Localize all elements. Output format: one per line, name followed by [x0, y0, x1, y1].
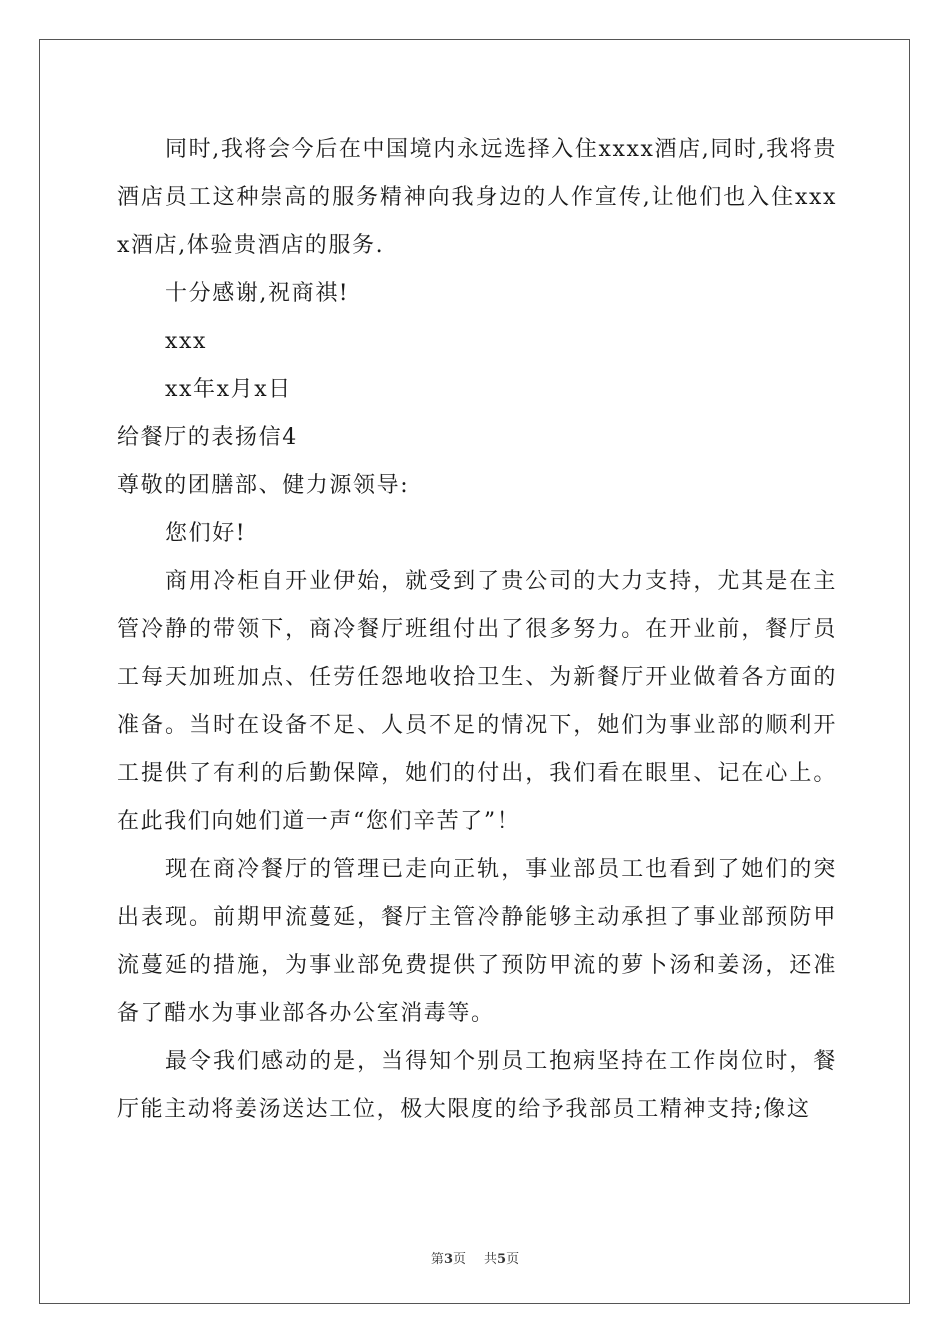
greeting: 您们好!: [165, 521, 247, 546]
total-suffix: 页: [506, 1252, 520, 1267]
paragraph-body-2: 现在商冷餐厅的管理已走向正轨，事业部员工也看到了她们的突出表现。前期甲流蔓延，餐厅主管冷静能够主动承担了事业部预防甲流蔓延的措施，为事业部免费提供了预防甲流的萝卜汤和姜汤，还准备了醋水为事业部各办公室消毒等。: [117, 857, 837, 1026]
paragraph-body-1: 商用冷柜自开业伊始，就受到了贵公司的大力支持，尤其是在主管冷静的带领下，商冷餐厅班组付出了很多努力。在开业前，餐厅员工每天加班加点、任劳任怨地收拾卫生、为新餐厅开业做着各方面的准备。当时在设备不足、人员不足的情况下，她们为事业部的顺利开工提供了有利的后勤保障，她们的付出，我们看在眼里、记在心上。在此我们向她们道一声“您们辛苦了”！: [117, 569, 837, 834]
page-suffix: 页: [452, 1252, 466, 1267]
paragraph-body-3: 最令我们感动的是，当得知个别员工抱病坚持在工作岗位时，餐厅能主动将姜汤送达工位，极大限度的给予我部员工精神支持;像这: [117, 1049, 837, 1122]
paragraph-thanks: 十分感谢,祝商祺!: [165, 281, 350, 306]
signature-date: xx年x月x日: [165, 377, 292, 402]
document-body: [117, 126, 837, 1134]
page-prefix: 第: [430, 1252, 444, 1267]
page-current: 3: [443, 1252, 453, 1267]
total-prefix: 共: [484, 1252, 498, 1267]
paragraph-hotel-promise: 同时,我将会今后在中国境内永远选择入住xxxx酒店,同时,我将贵酒店员工这种崇高的服务精神向我身边的人作宣传,让他们也入住xxxx酒店,体验贵酒店的服务.: [117, 137, 837, 258]
page-total: 5: [497, 1252, 507, 1267]
letter-salutation: 尊敬的团膳部、健力源领导:: [117, 473, 410, 498]
letter-heading: 给餐厅的表扬信4: [117, 425, 298, 450]
page-footer: [0, 1248, 950, 1267]
signature-name: xxx: [165, 329, 208, 354]
